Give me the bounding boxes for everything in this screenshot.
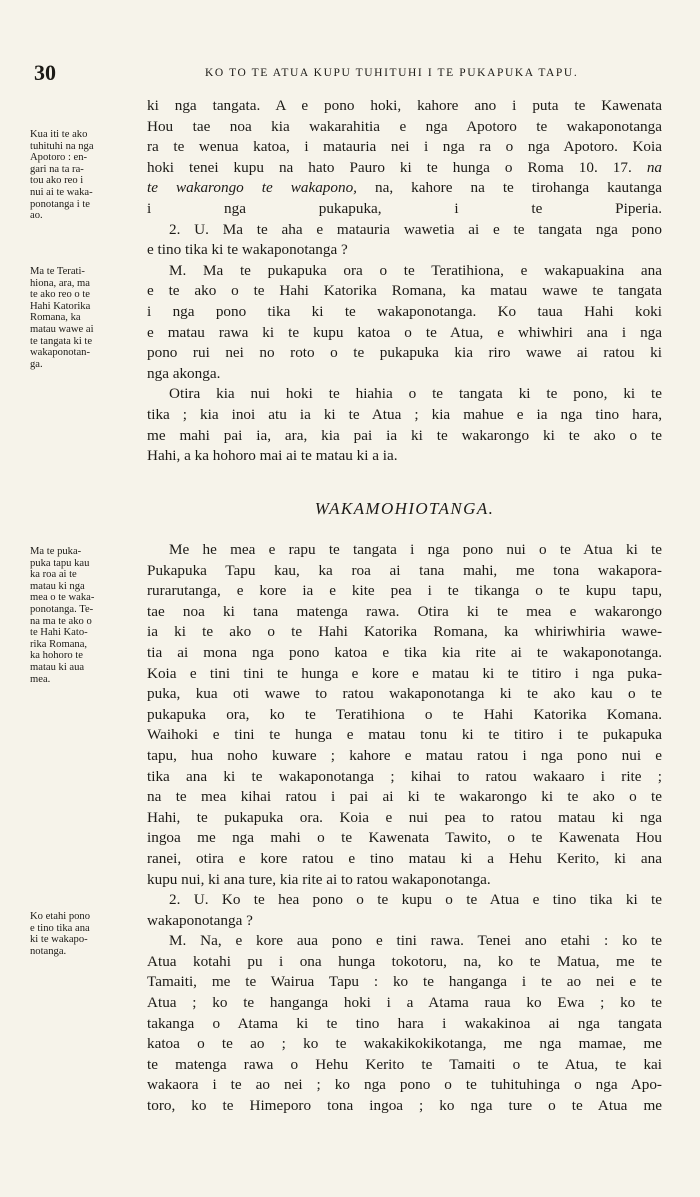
- margin-note-line: Ma te puka-: [30, 546, 82, 557]
- text-line: [147, 664, 662, 685]
- margin-note-line: matau ki aua: [30, 661, 85, 673]
- line-text: ra te wenua katoa, i matauria nei i nga ra o nga Apotoro. Koia: [147, 138, 662, 156]
- line-text: puka, kua oti wawe to ratou wakaponotanga ki te ako kau o te: [147, 685, 662, 703]
- text-line: [147, 220, 662, 241]
- text-line: [147, 240, 662, 261]
- line-text: Hahi, a ka hohoro mai ai te matau ki a ia.: [147, 447, 398, 465]
- line-text: e matau rawa ki te kupu katoa o te Atua, e whiwhiri ana i nga: [147, 323, 662, 341]
- margin-note-line: e tino tika ana: [30, 922, 90, 934]
- margin-note-teratihiona: [30, 266, 142, 370]
- line-text: takanga o Atama ki te tino hara i wakakinoa ai nga tangata: [147, 1014, 662, 1032]
- margin-note-line: mea o te waka-: [30, 592, 95, 604]
- margin-note-line: notanga.: [30, 945, 67, 957]
- line-text: tapu, hua noho kuware ; kahore e matau ratou i nga pono nui e: [147, 746, 662, 764]
- text-line: [147, 158, 662, 179]
- margin-note-line: Apotoro : en-: [30, 152, 88, 164]
- text-line: [147, 261, 662, 282]
- margin-note-line: Kua iti te ako: [30, 129, 88, 140]
- text-line: [147, 426, 662, 447]
- text-line: [147, 746, 662, 767]
- text-line: [147, 561, 662, 582]
- line-text: Atua ; ko te hanganga hoki i a Atama raua ko Ewa ; ko te: [147, 994, 662, 1012]
- margin-note-line: na ma te ako o: [30, 615, 92, 627]
- text-line: [147, 302, 662, 323]
- line-text: hoki tenei kupu na hato Pauro ki te hunga o Roma 10. 17.: [147, 158, 632, 176]
- margin-note-line: ponotanga i te: [30, 198, 91, 210]
- line-text: kupu nui, ki ana ture, kia rite ai to ratou wakaponotanga.: [147, 870, 491, 888]
- line-text: M. Na, e kore aua pono e tini rawa. Tenei ano etahi : ko te: [169, 932, 662, 950]
- line-text: i nga pono tika ki te wakaponotanga. Ko taua Hahi koki: [147, 302, 662, 320]
- text-line: [147, 117, 662, 138]
- line-text: ia ki te ako o te Hahi Katorika Romana, ka whiriwhiria wawe-: [147, 623, 662, 641]
- margin-note-line: Ko etahi pono: [30, 911, 91, 922]
- margin-note-line: hiona, ara, ma: [30, 277, 91, 289]
- margin-note-line: Ma te Terati-: [30, 266, 85, 277]
- text-line: [147, 725, 662, 746]
- text-line: [147, 364, 662, 385]
- italic-phrase: te wakarongo te wakapono,: [147, 179, 357, 197]
- running-title: KO TO TE ATUA KUPU TUHITUHI I TE PUKAPUKA TAPU.: [205, 67, 579, 79]
- text-line: [147, 1014, 662, 1035]
- text-line: [147, 684, 662, 705]
- line-text: na, kahore na te tirohanga kautanga: [356, 179, 662, 197]
- text-line: [147, 178, 662, 199]
- margin-note-line: ki te wakapo-: [30, 934, 88, 946]
- line-text: wakaora i te ao nei ; ko nga pono o te tuhituhinga o nga Apo-: [147, 1076, 662, 1094]
- margin-note-line: Hahi Katorika: [30, 300, 91, 312]
- margin-note-line: te tangata ki te: [30, 335, 93, 347]
- margin-note-line: rika Romana,: [30, 638, 88, 650]
- margin-note-etahi-pono: [30, 911, 142, 957]
- margin-note-line: matau ki nga: [30, 580, 85, 592]
- main-text-block-2: [147, 540, 662, 1117]
- text-line: [147, 643, 662, 664]
- margin-note-ako: [30, 129, 142, 222]
- line-text: Waihoki e tini te hunga e matau tonu ki te titiro i te pukapuka: [147, 726, 662, 744]
- text-line: [147, 602, 662, 623]
- margin-note-line: tuhituhi na nga: [30, 140, 94, 152]
- line-text: wakaponotanga ?: [147, 911, 253, 929]
- line-text: Otira kia nui hoki te hiahia o te tangata ki te pono, ki te: [169, 385, 662, 403]
- margin-note-line: ka roa ai te: [30, 569, 77, 581]
- text-line: [147, 199, 662, 220]
- text-line: [147, 972, 662, 993]
- text-line: [147, 911, 662, 932]
- margin-note-line: te Hahi Kato-: [30, 627, 88, 639]
- line-text: na te mea kihai ratou i pai ai ki te wakarongo ki te ako o te: [147, 788, 662, 806]
- text-line: [147, 1075, 662, 1096]
- line-text: te matenga rawa o Hehu Kerito te Tamaiti o te Atua, te kai: [147, 1055, 662, 1073]
- line-text: tia ai mona nga pono katoa e tika kia rite ai te wakaponotanga.: [147, 643, 662, 661]
- line-text: Me he mea e rapu te tangata i nga pono nui o te Atua ki te: [169, 541, 662, 558]
- line-text: katoa o te ao ; ko te wakakikokikotanga, me nga mamae, me: [147, 1035, 662, 1053]
- text-line: [147, 343, 662, 364]
- text-line: [147, 323, 662, 344]
- line-text: 2. U. Ko te hea pono o te kupu o te Atua e tino tika ki te: [169, 891, 662, 909]
- line-text: Hahi, te pukapuka ora. Koia e nui pea to ratou matau ki nga: [147, 808, 662, 826]
- line-text: tika ana ki te wakaponotanga ; kihai to ratou wakaaro i rite ;: [147, 767, 662, 785]
- text-line: [147, 931, 662, 952]
- text-line: [147, 1034, 662, 1055]
- line-text: nga akonga.: [147, 364, 221, 382]
- margin-note-line: ka hohoro te: [30, 650, 83, 662]
- line-text: Hou tae noa kia wakarahitia e nga Apotoro te wakaponotanga: [147, 117, 662, 135]
- text-line: [147, 808, 662, 829]
- margin-note-line: Romana, ka: [30, 312, 81, 324]
- text-line: [147, 849, 662, 870]
- line-text: ki nga tangata. A e pono hoki, kahore ano i puta te Kawenata: [147, 97, 662, 114]
- margin-note-line: gari na ta ra-: [30, 163, 84, 175]
- text-line: [147, 405, 662, 426]
- line-text: Koia e tini tini te hunga e kore e matau ki te titiro i nga puka-: [147, 664, 662, 682]
- text-line: [147, 540, 662, 561]
- margin-note-line: tou ako reo i: [30, 175, 84, 187]
- text-line: [147, 767, 662, 788]
- text-line: [147, 622, 662, 643]
- text-line: [147, 281, 662, 302]
- text-line: [147, 787, 662, 808]
- text-line: [147, 1055, 662, 1076]
- line-text: tika ; kia inoi atu ia ki te Atua ; kia mahue e ia nga tino hara,: [147, 405, 662, 423]
- line-text: me mahi pai ia, ara, kia pai ia ki te wakarongo ki te ako o te: [147, 426, 662, 444]
- text-line: [147, 705, 662, 726]
- line-text: e tino tika ki te wakaponotanga ?: [147, 241, 348, 259]
- main-text-block-1: [147, 96, 662, 467]
- margin-note-line: matau wawe ai: [30, 323, 94, 335]
- margin-note-line: puka tapu kau: [30, 557, 90, 569]
- page-number: 30: [34, 60, 56, 85]
- line-text: pono rui nei no roto o te pukapuka kia riro wawe ai ratou ki: [147, 344, 662, 362]
- line-text: rurarutanga, e kore ia e kite pea i te tikanga o te kupu tapu,: [147, 582, 662, 600]
- text-line: [147, 96, 662, 117]
- margin-note-line: te ako reo o te: [30, 289, 91, 301]
- margin-note-line: wakaponotan-: [30, 347, 91, 359]
- text-line: [147, 137, 662, 158]
- line-text: pukapuka ora, ko te Teratihiona o te Hahi Katorika Komana.: [147, 705, 662, 723]
- text-line: [147, 993, 662, 1014]
- line-text: tae noa ki tana matenga rawa. Otira ki te mea e wakarongo: [147, 602, 662, 620]
- text-line: [147, 446, 662, 467]
- section-title: WAKAMOHIOTANGA.: [314, 499, 495, 518]
- line-text: Atua kotahi pu i ona hunga tokotoru, na, ko te Matua, me te: [147, 952, 662, 970]
- text-line: [147, 384, 662, 405]
- italic-phrase: na: [646, 158, 662, 176]
- text-line: [147, 870, 662, 891]
- margin-note-line: ponotanga. Te-: [30, 603, 94, 615]
- line-text: Tamaiti, me te Wairua Tapu : ko te hanganga i te ao nei e te: [147, 973, 662, 991]
- text-line: [147, 890, 662, 911]
- margin-note-pukapuka-tapu: [30, 546, 142, 685]
- line-text: e te ako o te Hahi Katorika Romana, ka matau wawe te tangata: [147, 282, 662, 300]
- line-text: 2. U. Ma te aha e matauria wawetia ai e te tangata nga pono: [169, 220, 662, 238]
- text-line: [147, 1096, 662, 1117]
- text-line: [147, 581, 662, 602]
- line-text: i nga pukapuka, i te Piperia.: [147, 199, 662, 217]
- margin-note-line: ao.: [30, 210, 43, 222]
- margin-note-line: ga.: [30, 358, 43, 370]
- margin-note-line: nui ai te waka-: [30, 186, 93, 198]
- line-text: ingoa me nga mahi o te Kawenata Tawito, o te Kawenata Hou: [147, 829, 662, 847]
- text-line: [147, 828, 662, 849]
- line-text: ranei, otira e kore ratou e tino matau ki a Hehu Kerito, ki ana: [147, 849, 662, 867]
- line-text: Pukapuka Tapu kau, ka roa ai tana mahi, me tona wakapora-: [147, 561, 662, 579]
- margin-note-line: mea.: [30, 673, 51, 685]
- text-line: [147, 952, 662, 973]
- line-text: toro, ko te Himeporo tona ingoa ; ko nga ture o te Atua me: [147, 1097, 662, 1115]
- line-text: M. Ma te pukapuka ora o te Teratihiona, e wakapuakina ana: [169, 261, 662, 279]
